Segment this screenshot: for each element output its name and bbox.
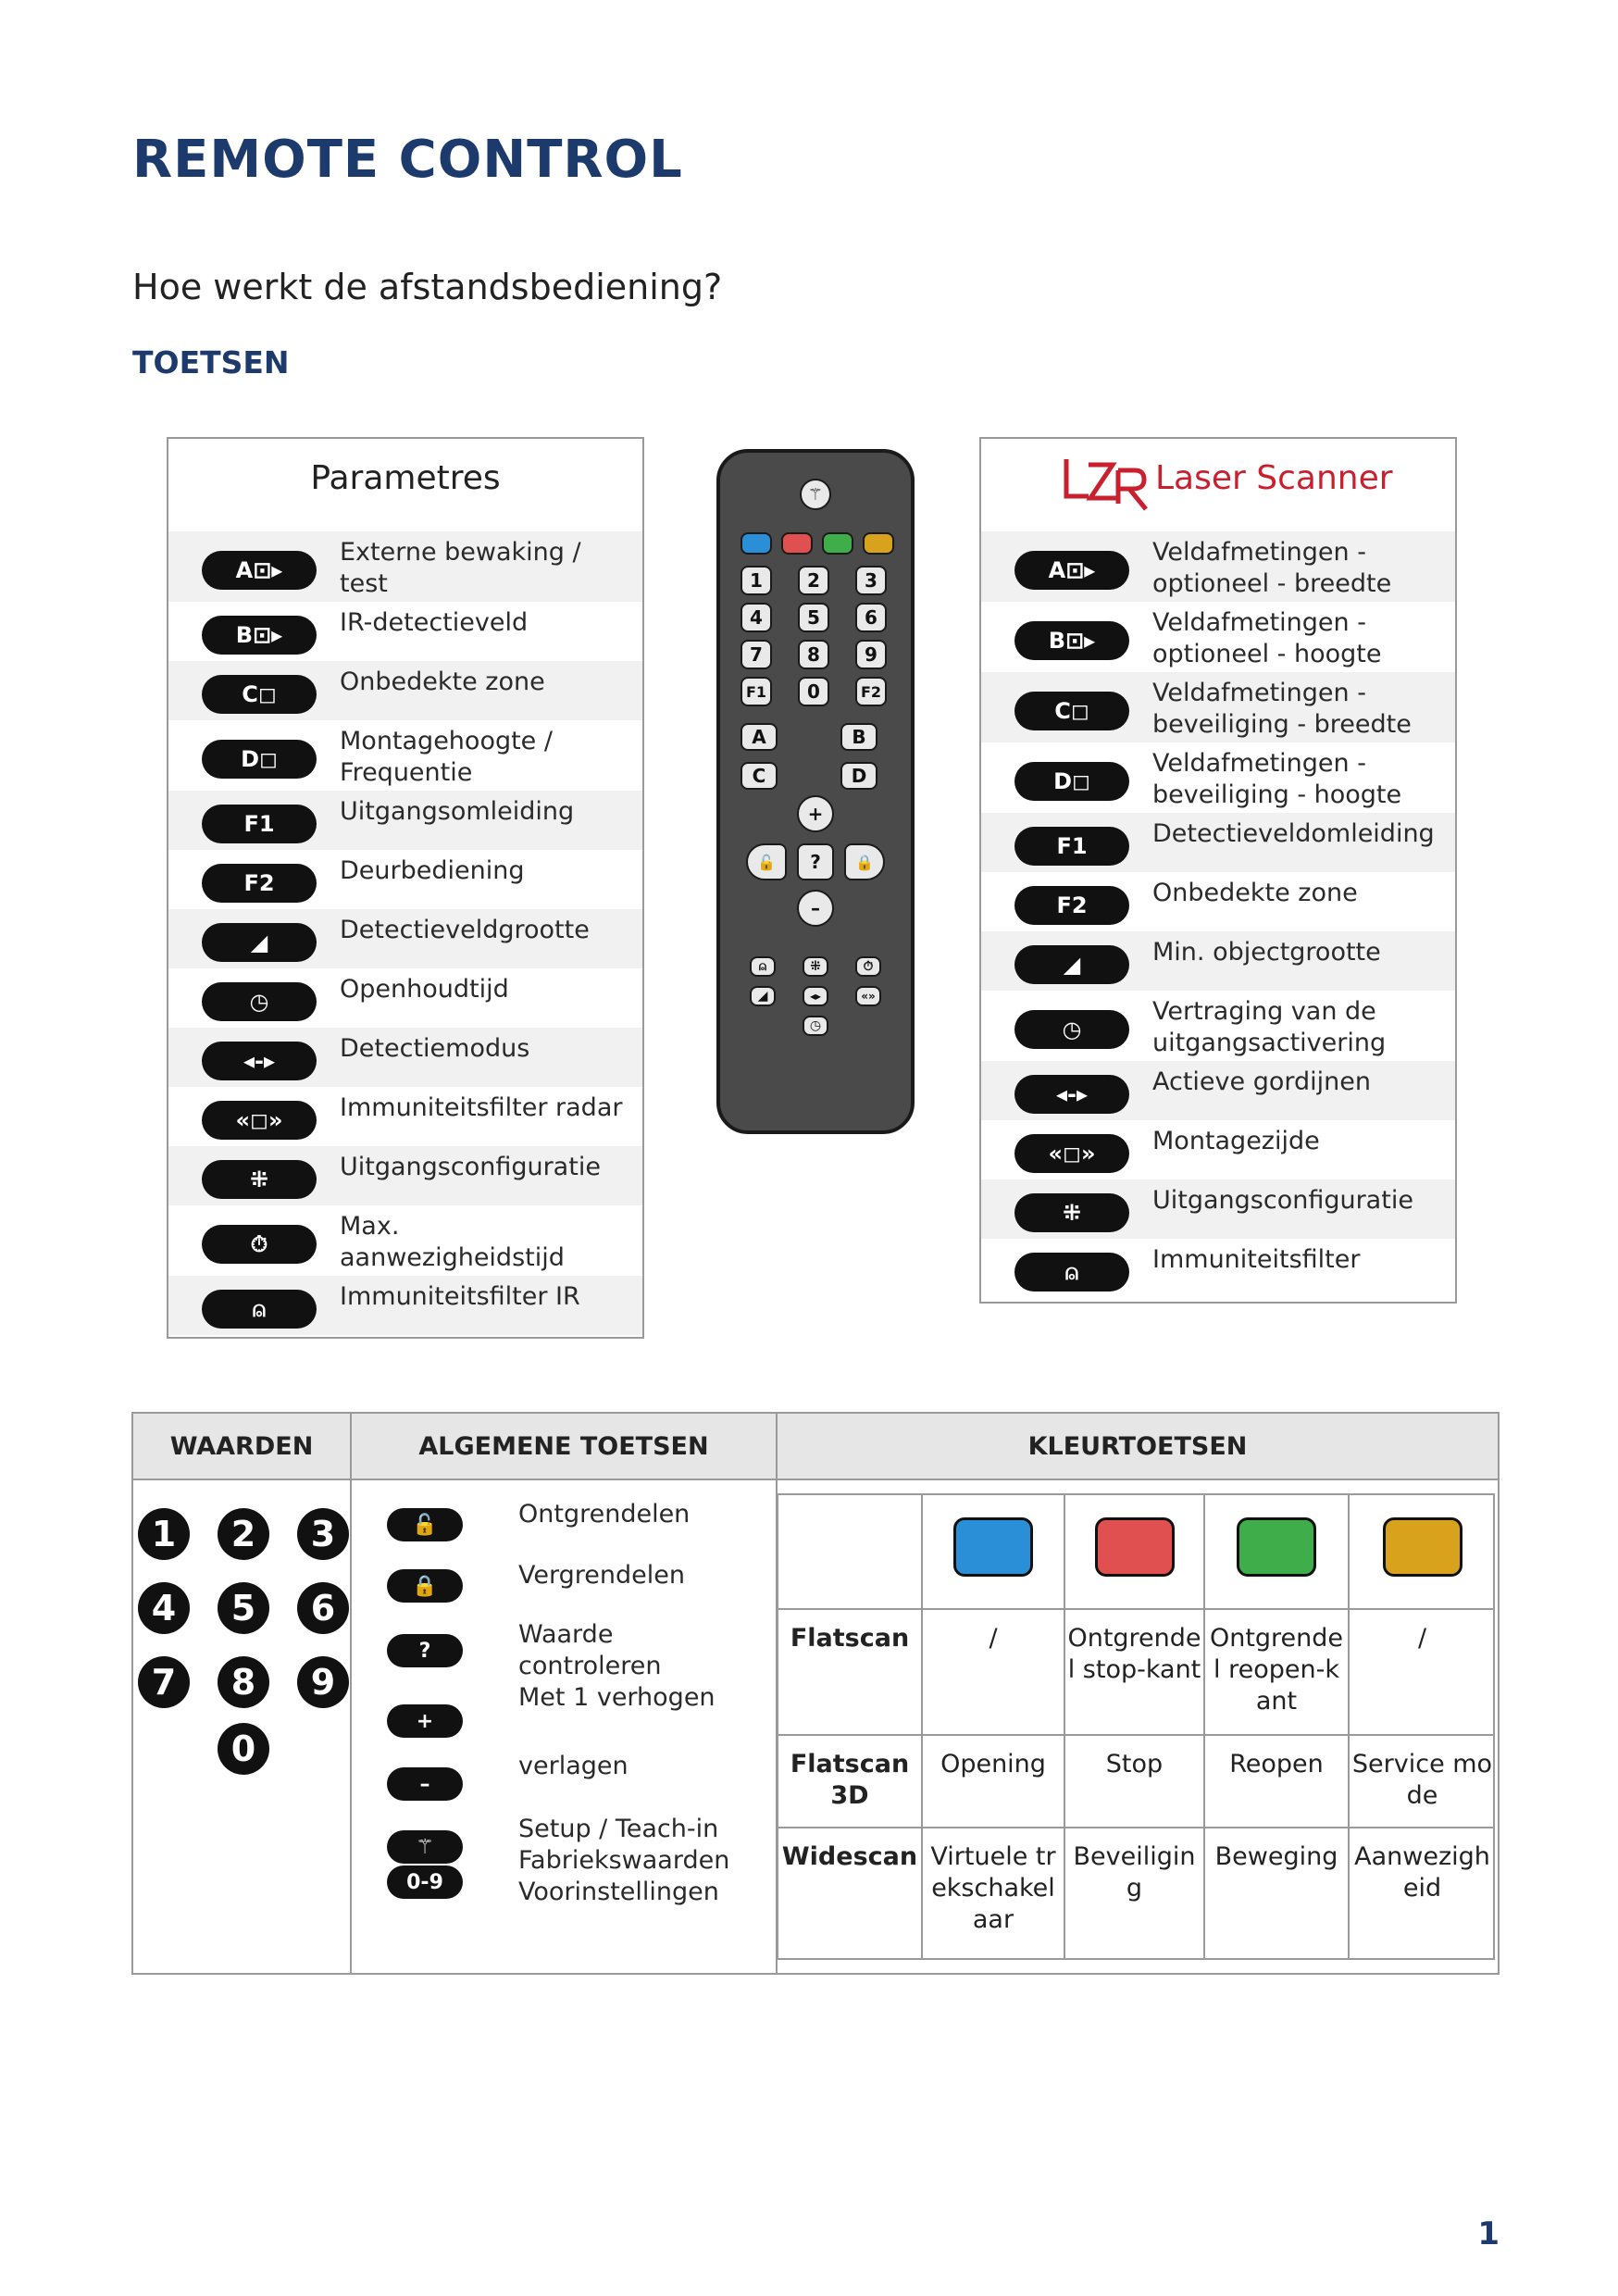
key-label: Actieve gordijnen — [1152, 1067, 1371, 1096]
digit-key: 0 — [798, 677, 829, 706]
key-label: Immuniteitsfilter IR — [340, 1282, 580, 1311]
color-cell: Beveiliging — [1073, 1842, 1196, 1903]
clock-key: ◷ — [803, 1016, 828, 1036]
digit-key: 3 — [855, 566, 887, 595]
color-cell: Service mode — [1351, 1750, 1493, 1810]
color-cell: Reopen — [1229, 1750, 1324, 1778]
color-cell: Beweging — [1214, 1842, 1338, 1871]
c-key-icon: C◻ — [1014, 692, 1129, 730]
d-key-icon: D◻ — [1014, 762, 1129, 801]
digit-key: 4 — [741, 603, 772, 632]
color-cell: Ontgrendel reopen-kant — [1209, 1624, 1344, 1716]
divider — [1203, 1495, 1205, 1958]
minus-key: – — [797, 890, 834, 927]
minus-icon: – — [387, 1767, 463, 1801]
key-label: Veldafmetingen - beveiliging - breedte — [1152, 679, 1412, 739]
color-cell: / — [1417, 1624, 1427, 1653]
green-key — [822, 532, 853, 555]
row-label: Flatscan — [790, 1624, 910, 1653]
key-label: Deurbediening — [340, 856, 525, 885]
zero-nine-icon: 0-9 — [387, 1866, 463, 1899]
ramp-icon: ◢ — [1014, 945, 1129, 984]
key-row — [981, 931, 1455, 991]
arrows-key: ◂▸ — [803, 986, 828, 1006]
digit-key: 9 — [855, 640, 887, 669]
color-swatch — [1095, 1517, 1175, 1577]
divider — [778, 1608, 1493, 1610]
letter-key: B — [840, 723, 877, 751]
key-label: Min. objectgrootte — [1152, 938, 1381, 967]
unlock-icon: 🔓 — [387, 1508, 463, 1541]
color-cell: Aanwezigheid — [1354, 1842, 1490, 1903]
d-key-icon: D◻ — [202, 740, 317, 779]
digit-key: 1 — [741, 566, 772, 595]
key-label: Max. aanwezigheidstijd — [340, 1212, 565, 1272]
question-key: ? — [797, 843, 834, 880]
value-digit: 7 — [138, 1656, 190, 1708]
key-row — [168, 602, 642, 661]
f1-key-icon: F1 — [1014, 827, 1129, 866]
letter-key: A — [741, 723, 778, 751]
color-swatch — [1237, 1517, 1316, 1577]
parametres-panel — [167, 437, 644, 1339]
yellow-key — [863, 532, 894, 555]
lzr-logo — [1061, 452, 1163, 513]
key-row — [981, 1061, 1455, 1120]
wand-icon: ⚚ — [387, 1830, 463, 1864]
key-row — [168, 1028, 642, 1087]
key-row — [981, 991, 1455, 1061]
unlock-key: 🔓 — [746, 843, 787, 880]
general-key-label: Setup / Teach-in — [518, 1815, 719, 1843]
key-label: Openhoudtijd — [340, 975, 509, 1004]
key-label: Uitgangsconfiguratie — [340, 1153, 601, 1181]
value-digit: 0 — [218, 1723, 269, 1775]
divider — [1348, 1495, 1350, 1958]
divider — [350, 1414, 352, 1973]
presence-timer-key: ⏱ — [855, 956, 881, 977]
key-row — [981, 672, 1455, 742]
presence-timer-icon: ⏱ — [202, 1225, 317, 1264]
value-digit: 2 — [218, 1508, 269, 1560]
color-keys-table — [777, 1493, 1495, 1960]
a-key-icon: A⊡▸ — [1014, 551, 1129, 590]
immunity-filter-icon: ⍝ — [1014, 1253, 1129, 1292]
mounting-side-icon: «◻» — [1014, 1134, 1129, 1173]
key-label: Veldafmetingen - beveiliging - hoogte — [1152, 749, 1402, 809]
plus-icon: + — [387, 1704, 463, 1738]
color-cell: Virtuele trekschakelaar — [930, 1842, 1056, 1934]
digit-key: 6 — [855, 603, 887, 632]
clock-icon: ◷ — [1014, 1010, 1129, 1049]
key-label: Detectiemodus — [340, 1034, 530, 1063]
key-label: Montagezijde — [1152, 1127, 1320, 1155]
ir-filter-icon: ⍝ — [202, 1290, 317, 1329]
plus-key: + — [797, 795, 834, 832]
general-key-label: Vergrendelen — [518, 1561, 685, 1590]
wand-key: ⚚ — [800, 479, 831, 510]
key-row — [168, 1276, 642, 1335]
key-row — [168, 791, 642, 850]
brand-title: Laser Scanner — [1155, 459, 1393, 497]
arrows-icon: ◂-▸ — [202, 1042, 317, 1080]
radar-filter-icon: «◻» — [202, 1101, 317, 1140]
page-subtitle: Hoe werkt de afstandsbediening? — [132, 267, 723, 307]
color-cell: Ontgrendel stop-kant — [1067, 1624, 1201, 1684]
key-row — [981, 1179, 1455, 1239]
f1-key-icon: F1 — [202, 805, 317, 843]
digit-key: F2 — [855, 677, 887, 706]
f2-key-icon: F2 — [1014, 886, 1129, 925]
key-label: IR-detectieveld — [340, 608, 529, 637]
color-cell: Opening — [940, 1750, 1046, 1778]
key-label: Detectieveldomleiding — [1152, 819, 1435, 848]
general-key-label: Fabriekswaarden — [518, 1846, 730, 1875]
output-config-icon: ⁜ — [202, 1160, 317, 1199]
value-digit: 6 — [297, 1582, 349, 1634]
key-label: Onbedekte zone — [340, 668, 545, 696]
value-digit: 4 — [138, 1582, 190, 1634]
key-row — [168, 909, 642, 968]
blue-key — [741, 532, 772, 555]
value-digit: 3 — [297, 1508, 349, 1560]
key-row — [981, 872, 1455, 931]
page-number: 1 — [1477, 2215, 1500, 2252]
key-label: Immuniteitsfilter radar — [340, 1093, 623, 1122]
key-row — [168, 1146, 642, 1205]
key-row — [168, 1087, 642, 1146]
key-row — [981, 531, 1455, 602]
key-label: Veldafmetingen - optioneel - breedte — [1152, 538, 1392, 598]
letter-key: D — [840, 762, 877, 790]
value-digit: 5 — [218, 1582, 269, 1634]
lock-key: 🔒 — [844, 843, 885, 880]
digit-key: 7 — [741, 640, 772, 669]
key-label: Onbedekte zone — [1152, 879, 1358, 907]
b-key-icon: B⊡▸ — [1014, 621, 1129, 660]
header-waarden: WAARDEN — [133, 1414, 350, 1480]
key-label: Immuniteitsfilter — [1152, 1245, 1361, 1274]
key-row — [981, 1239, 1455, 1298]
f2-key-icon: F2 — [202, 864, 317, 903]
parametres-title: Parametres — [310, 459, 501, 497]
key-row — [168, 531, 642, 602]
key-label: Uitgangsomleiding — [340, 797, 575, 826]
value-digit: 9 — [297, 1656, 349, 1708]
ir-filter-key: ⍝ — [750, 956, 776, 977]
digit-key: 5 — [798, 603, 829, 632]
value-digit: 8 — [218, 1656, 269, 1708]
question-icon: ? — [387, 1634, 463, 1667]
row-label: Widescan — [781, 1842, 918, 1871]
page-title: REMOTE CONTROL — [132, 130, 683, 190]
general-key-label: Waarde controleren — [518, 1620, 662, 1680]
divider — [778, 1734, 1493, 1736]
key-label: Uitgangsconfiguratie — [1152, 1186, 1413, 1215]
color-swatch — [953, 1517, 1033, 1577]
key-row — [168, 661, 642, 720]
key-row — [981, 742, 1455, 813]
laser-scanner-panel — [979, 437, 1457, 1304]
value-digit: 1 — [138, 1508, 190, 1560]
c-key-icon: C◻ — [202, 675, 317, 714]
output-config-key: ⁜ — [803, 956, 828, 977]
key-row — [168, 720, 642, 791]
general-key-label: verlagen — [518, 1752, 629, 1780]
color-swatch — [1383, 1517, 1462, 1577]
lock-icon: 🔒 — [387, 1569, 463, 1603]
digit-key: 8 — [798, 640, 829, 669]
color-cell: / — [989, 1624, 998, 1653]
general-key-label: Voorinstellingen — [518, 1878, 719, 1906]
b-key-icon: B⊡▸ — [202, 616, 317, 655]
key-label: Montagehoogte / Frequentie — [340, 727, 553, 787]
bottom-keys-table — [131, 1412, 1500, 1975]
divider — [921, 1495, 923, 1958]
key-row — [981, 602, 1455, 672]
key-row — [981, 813, 1455, 872]
a-key-icon: A⊡▸ — [202, 551, 317, 590]
arrows-icon: ◂-▸ — [1014, 1075, 1129, 1114]
red-key — [781, 532, 813, 555]
divider — [778, 1827, 1493, 1828]
remote-control-image — [716, 449, 915, 1134]
ramp-key: ◢ — [750, 986, 776, 1006]
ramp-icon: ◢ — [202, 923, 317, 962]
key-label: Detectieveldgrootte — [340, 916, 590, 944]
general-key-label: Met 1 verhogen — [518, 1683, 716, 1712]
key-row — [168, 968, 642, 1028]
radar-filter-key: «» — [855, 986, 881, 1006]
key-label: Vertraging van de uitgangsactivering — [1152, 997, 1387, 1057]
digit-key: F1 — [741, 677, 772, 706]
color-cell: Stop — [1105, 1750, 1164, 1778]
header-algemene-toetsen: ALGEMENE TOETSEN — [352, 1414, 776, 1480]
clock-icon: ◷ — [202, 982, 317, 1021]
header-kleurtoetsen: KLEURTOETSEN — [778, 1414, 1498, 1480]
general-key-label: Ontgrendelen — [518, 1500, 691, 1529]
section-heading: TOETSEN — [132, 344, 290, 381]
key-row — [168, 1205, 642, 1276]
letter-key: C — [741, 762, 778, 790]
key-row — [168, 850, 642, 909]
key-label: Veldafmetingen - optioneel - hoogte — [1152, 608, 1382, 668]
output-config-icon: ⁜ — [1014, 1193, 1129, 1232]
digit-key: 2 — [798, 566, 829, 595]
key-label: Externe bewaking / test — [340, 538, 581, 598]
key-row — [981, 1120, 1455, 1179]
divider — [1064, 1495, 1065, 1958]
row-label: Flatscan 3D — [790, 1750, 910, 1810]
